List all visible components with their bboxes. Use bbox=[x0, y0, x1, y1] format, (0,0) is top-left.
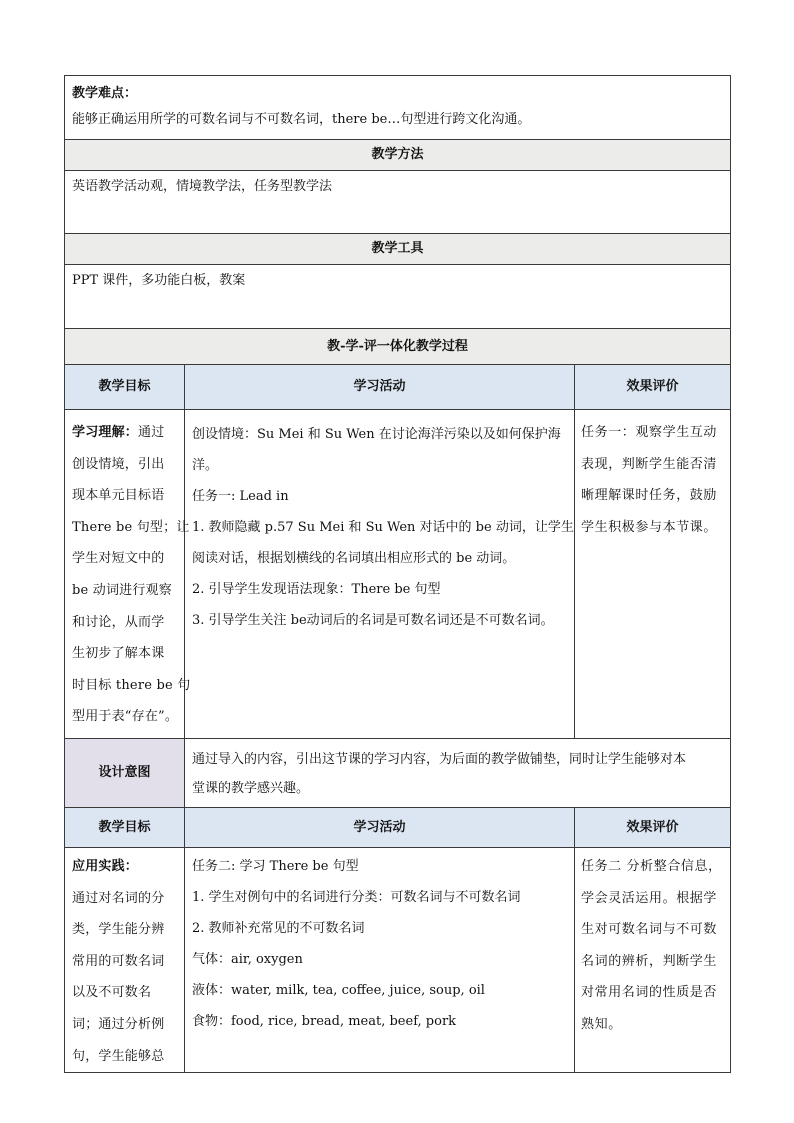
block2-activity bbox=[185, 848, 575, 1073]
block1-activity bbox=[185, 410, 575, 739]
difficulty-cell bbox=[65, 76, 731, 140]
goal-column-header: 教学目标 bbox=[65, 365, 185, 410]
block1-goal-line: 现本单元目标语 bbox=[72, 488, 165, 504]
block2-activity-line: 2. 教师补充常见的不可数名词 bbox=[192, 921, 365, 936]
block2-goal-line: 以及不可数名 bbox=[72, 985, 152, 1001]
block1-goal-line: 和讨论，从而学 bbox=[72, 614, 165, 630]
block2-goal-line: 常用的可数名词 bbox=[72, 953, 165, 969]
process-header: 教-学-评一体化教学过程 bbox=[65, 329, 731, 365]
block2-goal-line: 类，学生能分辨 bbox=[72, 922, 165, 938]
process-header-row bbox=[65, 329, 731, 365]
block2-row bbox=[65, 848, 731, 1073]
lesson-plan-page bbox=[64, 75, 730, 1073]
method-header-row bbox=[65, 140, 731, 171]
tools-header-row bbox=[65, 234, 731, 265]
block2-activity-line: 气体：air, oxygen bbox=[192, 952, 303, 967]
activity-column-header: 学习活动 bbox=[185, 365, 575, 410]
block1-activity-line: 洋。 bbox=[192, 458, 219, 473]
block1-goal-line: 型用于表“存在”。 bbox=[72, 709, 179, 725]
block2-activity-line: 任务二: 学习 There be 句型 bbox=[192, 859, 359, 874]
block2-eval-line: 学会灵活运用。根据学 bbox=[581, 890, 718, 906]
block2-eval bbox=[575, 848, 731, 1073]
difficulty-row bbox=[65, 76, 731, 140]
block2-goal-line: 词；通过分析例 bbox=[72, 1016, 165, 1032]
column-header-row bbox=[65, 365, 731, 410]
method-header: 教学方法 bbox=[65, 140, 731, 171]
block1-activity-line: 任务一: Lead in bbox=[192, 489, 289, 504]
design-label: 设计意图 bbox=[65, 739, 185, 808]
tools-header: 教学工具 bbox=[65, 234, 731, 265]
block1-goal-line: 时目标 there be 句 bbox=[72, 677, 191, 693]
block1-goal-line: 生初步了解本课 bbox=[72, 646, 165, 662]
block1-goal-line: be 动词进行观察 bbox=[72, 582, 172, 598]
design-line: 通过导入的内容，引出这节课的学习内容，为后面的教学做铺垫，同时让学生能够对本 bbox=[192, 752, 687, 767]
eval-column-header: 效果评价 bbox=[575, 365, 731, 410]
tools-text: PPT 课件，多功能白板，教案 bbox=[65, 265, 731, 329]
block2-eval-line: 对常用名词的性质是否 bbox=[581, 985, 718, 1001]
activity-column-header-2: 学习活动 bbox=[185, 808, 575, 848]
block1-goal-line: There be 句型；让 bbox=[72, 519, 190, 535]
block1-activity-line: 创设情境：Su Mei 和 Su Wen 在讨论海洋污染以及如何保护海 bbox=[192, 427, 561, 442]
block2-eval-line: 任务二 分析整合信息， bbox=[581, 859, 722, 874]
block2-goal-line: 通过对名词的分 bbox=[72, 890, 165, 906]
design-row bbox=[65, 739, 731, 808]
tools-row bbox=[65, 265, 731, 329]
block1-eval-line: 表现，判断学生能否清 bbox=[581, 456, 718, 472]
block1-row bbox=[65, 410, 731, 739]
block2-activity-line: 1. 学生对例句中的名词进行分类：可数名词与不可数名词 bbox=[192, 890, 521, 905]
goal-column-header-2: 教学目标 bbox=[65, 808, 185, 848]
block1-eval bbox=[575, 410, 731, 739]
block1-activity-line: 阅读对话，根据划横线的名词填出相应形式的 be 动词。 bbox=[192, 551, 516, 566]
block1-activity-line: 1. 教师隐藏 p.57 Su Mei 和 Su Wen 对话中的 be 动词，让学生 bbox=[192, 520, 574, 535]
block2-eval-line: 生对可数名词与不可数 bbox=[581, 922, 718, 938]
block1-eval-line: 学生积极参与本节课。 bbox=[581, 519, 718, 535]
block2-goal bbox=[65, 848, 185, 1073]
column-header-row-2 bbox=[65, 808, 731, 848]
block2-goal-title: 应用实践： bbox=[72, 859, 139, 874]
block1-goal-line: 学习理解：通过 bbox=[72, 425, 165, 440]
block1-goal-line: 学生对短文中的 bbox=[72, 551, 165, 567]
block1-goal bbox=[65, 410, 191, 739]
block1-eval-line: 任务一：观察学生互动 bbox=[581, 425, 718, 440]
block2-goal-line: 句，学生能够总 bbox=[72, 1048, 165, 1064]
block2-activity-line: 食物：food, rice, bread, meat, beef, pork bbox=[192, 1014, 457, 1029]
block2-eval-line: 熟知。 bbox=[581, 1016, 622, 1032]
difficulty-title: 教学难点： bbox=[72, 86, 138, 101]
difficulty-text: 能够正确运用所学的可数名词与不可数名词，there be…句型进行跨文化沟通。 bbox=[72, 112, 531, 127]
lesson-plan-table bbox=[64, 75, 731, 1073]
design-line: 堂课的教学感兴趣。 bbox=[192, 781, 310, 796]
method-text: 英语教学活动观，情境教学法，任务型教学法 bbox=[65, 171, 731, 234]
design-text bbox=[185, 739, 731, 808]
eval-column-header-2: 效果评价 bbox=[575, 808, 731, 848]
method-row bbox=[65, 171, 731, 234]
block1-activity-line: 2. 引导学生发现语法现象：There be 句型 bbox=[192, 582, 441, 597]
block2-eval-line: 名词的辨析，判断学生 bbox=[581, 953, 718, 969]
block2-activity-line: 液体：water, milk, tea, coffee, juice, soup, oil bbox=[192, 983, 485, 998]
block1-goal-line: 创设情境，引出 bbox=[72, 456, 165, 472]
block1-activity-line: 3. 引导学生关注 be动词后的名词是可数名词还是不可数名词。 bbox=[192, 613, 554, 628]
block1-eval-line: 晰理解课时任务，鼓励 bbox=[581, 488, 718, 504]
